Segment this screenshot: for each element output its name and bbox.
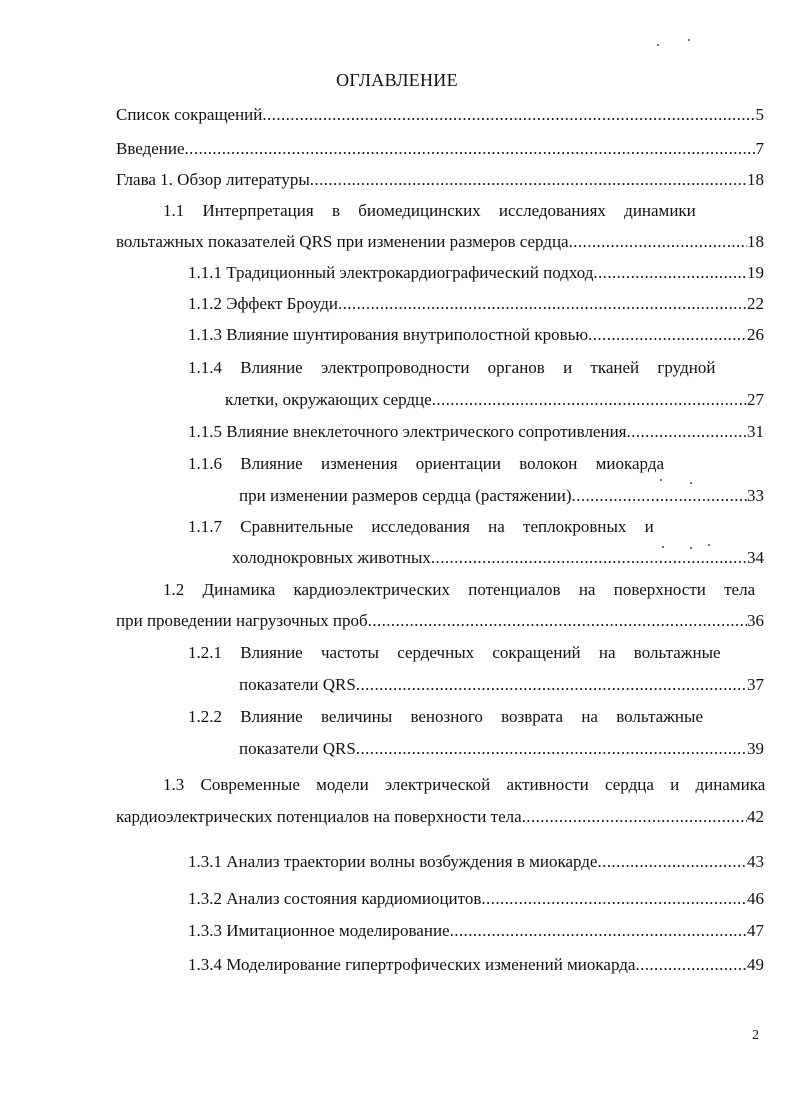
toc-entry[interactable] [239,737,764,761]
toc-page-number: 31 [747,422,764,441]
toc-leader-dots [593,261,747,285]
toc-entry-text: 1.1.3 Влияние шунтирования внутриполостной кровью [188,325,589,344]
scan-speck [657,44,659,46]
toc-entry-text: Список сокращений [116,105,263,124]
toc-page-number: 34 [747,548,764,567]
toc-leader-dots [185,137,756,161]
toc-leader-dots [569,230,747,254]
scan-speck [662,546,664,548]
toc-entry-text: вольтажных показателей QRS при изменении размеров сердца [116,232,569,251]
toc-entry-text: Глава 1. Обзор литературы [116,170,310,189]
toc-entry[interactable] [225,388,764,412]
toc-entry-text: 1.3.4 Моделирование гипертрофических изменений миокарда [188,955,636,974]
toc-entry-text: кардиоэлектрических потенциалов на поверхности тела [116,807,522,826]
toc-entry-text: 1.3.1 Анализ траектории волны возбуждения в миокарде [188,852,598,871]
toc-entry-text: показатели QRS [239,675,356,694]
toc-page-number: 22 [747,294,764,313]
toc-entry[interactable] [188,953,764,977]
toc-page-number: 19 [747,263,764,282]
toc-leader-dots [588,323,747,347]
toc-entry[interactable] [239,484,764,508]
toc-entry[interactable] [116,103,764,127]
toc-entry[interactable] [188,292,764,316]
toc-entry-line1: 1.2.2 Влияние величины венозного возврата на вольтажные [188,707,703,726]
page-number: 2 [752,1028,759,1043]
toc-entry-text: 1.1.2 Эффект Броуди [188,294,338,313]
toc-entry[interactable] [232,546,764,570]
toc-page-number: 49 [747,955,764,974]
toc-leader-dots [338,292,747,316]
toc-leader-dots [310,168,747,192]
toc-leader-dots [431,546,747,570]
toc-entry-line1: 1.1.7 Сравнительные исследования на теплокровных и [188,517,654,536]
toc-page-number: 36 [747,611,764,630]
toc-entry[interactable] [188,887,764,911]
toc-leader-dots [262,103,755,127]
toc-page-number: 46 [747,889,764,908]
scan-speck [690,482,692,484]
toc-entry[interactable] [116,168,764,192]
toc-leader-dots [432,388,747,412]
toc-entry[interactable] [116,609,764,633]
toc-entry-text: клетки, окружающих сердце [225,390,432,409]
toc-entry-text: при изменении размеров сердца (растяжении) [239,486,572,505]
toc-entry[interactable] [188,323,764,347]
toc-leader-dots [522,805,747,829]
toc-page-number: 27 [747,390,764,409]
toc-entry-text: 1.1.5 Влияние внеклеточного электрического сопротивления [188,422,627,441]
scan-speck [688,39,690,41]
toc-leader-dots [635,953,747,977]
scan-speck [660,479,662,481]
toc-leader-dots [356,737,747,761]
toc-page-number: 39 [747,739,764,758]
toc-leader-dots [368,609,747,633]
toc-entry-line1: 1.1.6 Влияние изменения ориентации волокон миокарда [188,454,665,473]
toc-entry-text: Введение [116,139,185,158]
toc-entry[interactable] [188,261,764,285]
toc-entry-line1: 1.2.1 Влияние частоты сердечных сокращений на вольтажные [188,643,721,662]
toc-entry[interactable] [116,805,764,829]
toc-entry-text: показатели QRS [239,739,356,758]
toc-page-number: 18 [747,232,764,251]
toc-page-number: 5 [755,105,764,124]
toc-leader-dots [450,919,747,943]
toc-entry-line1: 1.2 Динамика кардиоэлектрических потенциалов на поверхности тела [163,580,756,599]
toc-page-number: 26 [747,325,764,344]
toc-leader-dots [481,887,747,911]
scan-speck [690,547,692,549]
toc-entry-text: 1.1.1 Традиционный электрокардиографический подход [188,263,594,282]
toc-page-number: 37 [747,675,764,694]
toc-entry[interactable] [188,420,764,444]
toc-page-number: 42 [747,807,764,826]
toc-entry-text: 1.3.2 Анализ состояния кардиомиоцитов [188,889,482,908]
toc-page-number: 43 [747,852,764,871]
toc-page-number: 47 [747,921,764,940]
toc-leader-dots [356,673,747,697]
page-title: ОГЛАВЛЕНИЕ [336,70,458,90]
toc-page-number: 7 [755,139,764,158]
scan-speck [708,544,710,546]
toc-page-number: 33 [747,486,764,505]
toc-entry[interactable] [239,673,764,697]
toc-entry-text: 1.3.3 Имитационное моделирование [188,921,450,940]
toc-entry[interactable] [116,230,764,254]
toc-leader-dots [627,420,748,444]
toc-entry-line1: 1.1.4 Влияние электропроводности органов и тканей грудной [188,358,716,377]
toc-leader-dots [597,850,747,874]
toc-entry-text: холоднокровных животных [232,548,431,567]
toc-entry[interactable] [116,137,764,161]
toc-entry-line1: 1.3 Современные модели электрической активности сердца и динамика [163,775,765,794]
toc-entry-text: при проведении нагрузочных проб [116,611,368,630]
toc-entry[interactable] [188,919,764,943]
toc-leader-dots [572,484,747,508]
toc-page-number: 18 [747,170,764,189]
toc-entry[interactable] [188,850,764,874]
toc-entry-line1: 1.1 Интерпретация в биомедицинских исследованиях динамики [163,201,696,220]
